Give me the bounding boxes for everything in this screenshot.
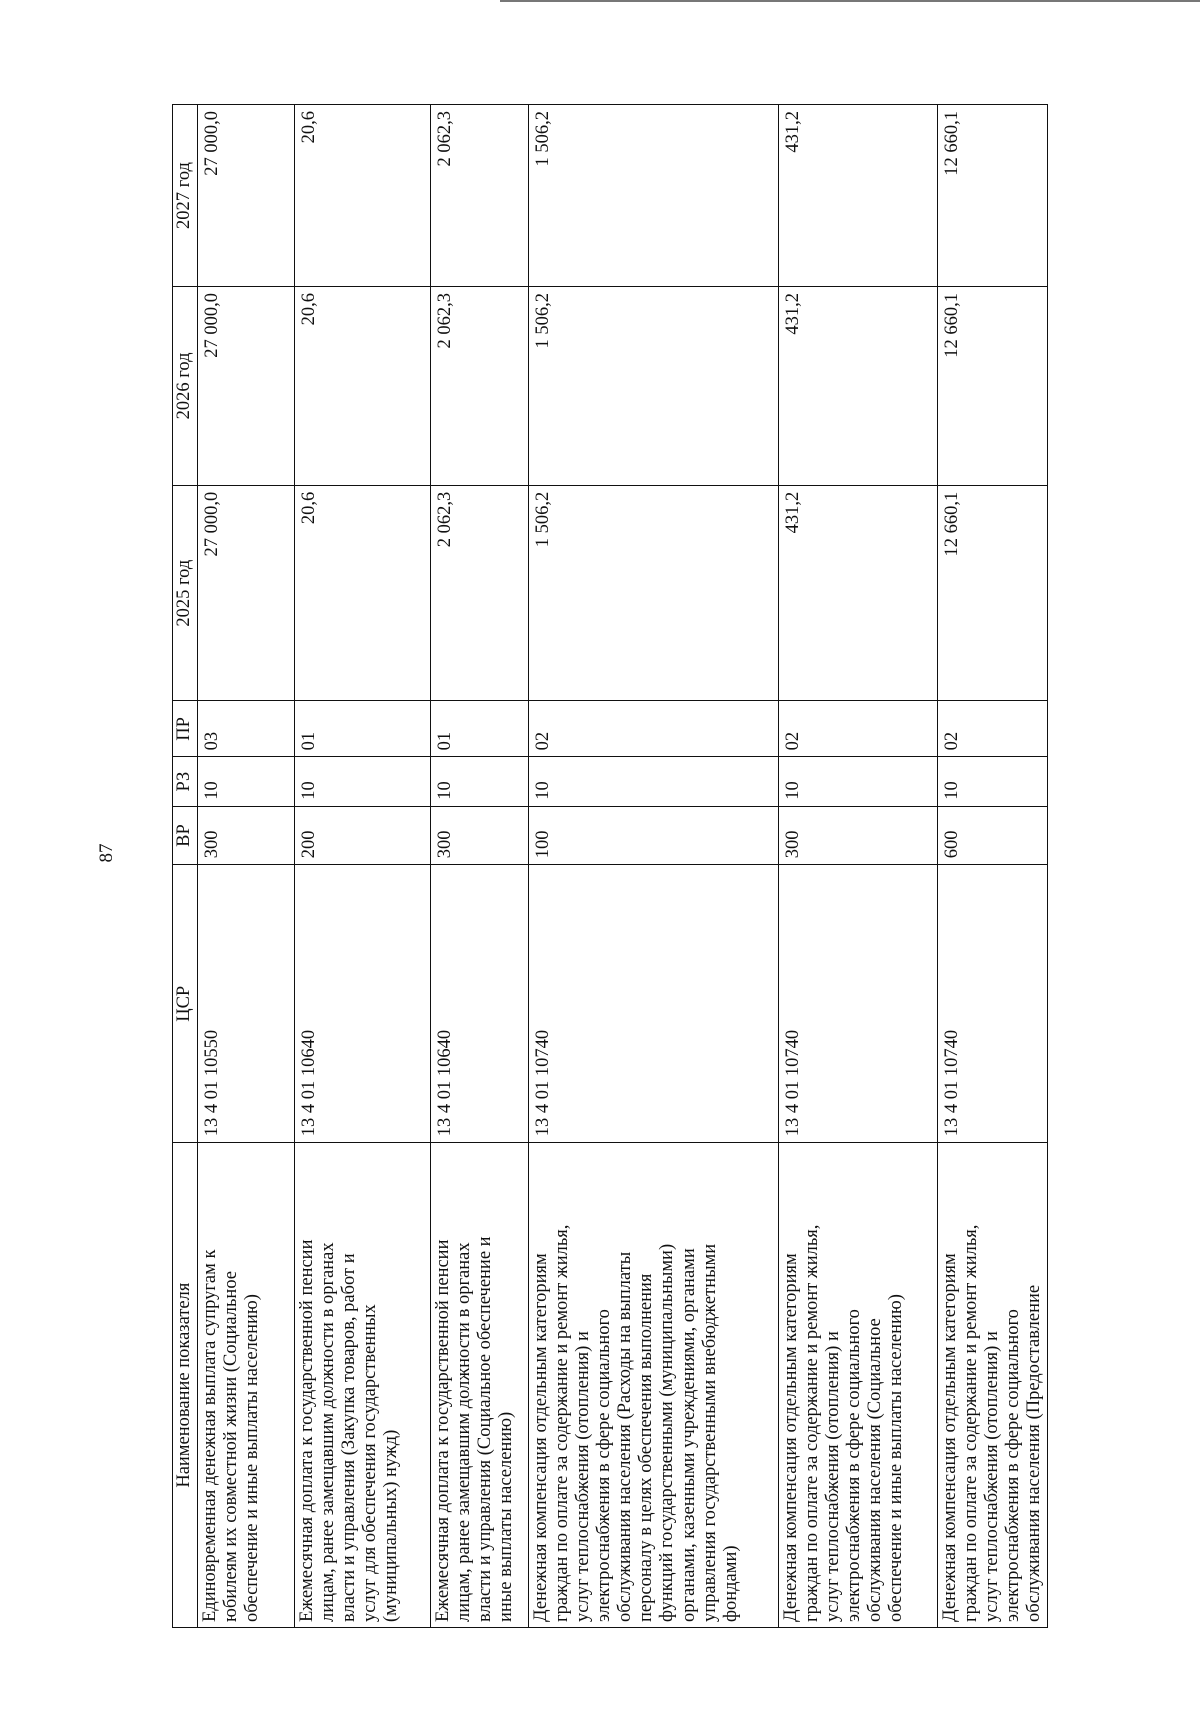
cell-rz: 10 [431, 757, 529, 806]
cell-2027: 1 506,2 [529, 105, 779, 287]
name-line: Ежемесячная доплата к государственной пенсии [433, 1239, 453, 1622]
cell-name [295, 1143, 431, 1628]
name-line: электроснабжения в сфере социального [844, 1309, 865, 1622]
cell-rz: 10 [779, 757, 938, 806]
table-header-row [173, 105, 198, 1628]
cell-2027: 431,2 [779, 105, 938, 287]
name-line: Денежная компенсация отдельным категориям [940, 1253, 960, 1622]
name-line: Денежная компенсация отдельным категориям [531, 1253, 551, 1622]
name-line: управления государственными внебюджетными [699, 1243, 720, 1622]
table-row [198, 105, 295, 1628]
rotated-table-sheet [172, 104, 1127, 1628]
name-line: услуг теплоснабжения (отопления) и [982, 1331, 1003, 1622]
name-line: персоналу в целях обеспечения выполнения [636, 1273, 657, 1622]
budget-table [172, 104, 1048, 1628]
name-line: электроснабжения в сфере социального [1003, 1309, 1024, 1622]
name-line: функций государственными (муниципальными) [657, 1243, 678, 1622]
table-row [295, 105, 431, 1628]
header-pr: ПР [173, 701, 198, 757]
page-number-text: 87 [96, 843, 117, 863]
name-line: электроснабжения в сфере социального [594, 1309, 615, 1622]
cell-2027: 27 000,0 [198, 105, 295, 287]
header-name: Наименование показателя [173, 1143, 198, 1628]
cell-name [938, 1143, 1048, 1628]
cell-2027: 20,6 [295, 105, 431, 287]
cell-rz: 10 [938, 757, 1048, 806]
cell-csr: 13 4 01 10740 [938, 865, 1048, 1143]
cell-2027: 2 062,3 [431, 105, 529, 287]
header-csr: ЦСР [173, 865, 198, 1143]
cell-csr: 13 4 01 10550 [198, 865, 295, 1143]
table-row [431, 105, 529, 1628]
cell-pr: 03 [198, 701, 295, 757]
name-line: услуг теплоснабжения (отопления) и [823, 1331, 844, 1622]
cell-rz: 10 [529, 757, 779, 806]
cell-name [431, 1143, 529, 1628]
cell-rz: 10 [295, 757, 431, 806]
cell-csr: 13 4 01 10640 [295, 865, 431, 1143]
name-line: обслуживания населения (Расходы на выплаты [615, 1251, 636, 1622]
cell-2027: 12 660,1 [938, 105, 1048, 287]
table-row [529, 105, 779, 1628]
cell-2025: 431,2 [779, 485, 938, 701]
cell-2026: 1 506,2 [529, 286, 779, 485]
name-line: фондами) [720, 1545, 741, 1622]
name-line: граждан по оплате за содержание и ремонт жилья, [961, 1224, 982, 1622]
table-row [779, 105, 938, 1628]
name-line: обеспечение и иные выплаты населению) [886, 1294, 907, 1622]
top-scan-line [500, 0, 1200, 2]
cell-name [198, 1143, 295, 1628]
cell-name [779, 1143, 938, 1628]
cell-csr: 13 4 01 10640 [431, 865, 529, 1143]
table-body [198, 105, 1048, 1628]
cell-pr: 01 [295, 701, 431, 757]
cell-2026: 12 660,1 [938, 286, 1048, 485]
cell-pr: 01 [431, 701, 529, 757]
header-rz: РЗ [173, 757, 198, 806]
name-line: Единовременная денежная выплата супругам к [200, 1249, 220, 1622]
name-line: граждан по оплате за содержание и ремонт жилья, [552, 1224, 573, 1622]
name-line: лицам, ранее замещавшим должности в органах [318, 1242, 339, 1622]
cell-2025: 27 000,0 [198, 485, 295, 701]
cell-2026: 27 000,0 [198, 286, 295, 485]
cell-2025: 12 660,1 [938, 485, 1048, 701]
name-line: власти и управления (Социальное обеспечение и [475, 1236, 496, 1622]
name-line: обеспечение и иные выплаты населению) [242, 1294, 263, 1622]
header-2026: 2026 год [173, 286, 198, 485]
name-line: юбилеям их совместной жизни (Социальное [221, 1270, 242, 1622]
name-line: власти и управления (Закупка товаров, работ и [339, 1253, 360, 1622]
cell-2026: 20,6 [295, 286, 431, 485]
cell-vr: 600 [938, 806, 1048, 864]
name-line: услуг для обеспечения государственных [360, 1304, 381, 1622]
header-2027: 2027 год [173, 105, 198, 287]
cell-pr: 02 [529, 701, 779, 757]
name-line: иные выплаты населению) [496, 1411, 517, 1622]
cell-vr: 300 [431, 806, 529, 864]
header-vr: ВР [173, 806, 198, 864]
name-line: граждан по оплате за содержание и ремонт жилья, [802, 1224, 823, 1622]
cell-pr: 02 [938, 701, 1048, 757]
table-row [938, 105, 1048, 1628]
cell-csr: 13 4 01 10740 [529, 865, 779, 1143]
name-line: органами, казенными учреждениями, органами [678, 1248, 699, 1622]
cell-pr: 02 [779, 701, 938, 757]
cell-vr: 300 [198, 806, 295, 864]
cell-rz: 10 [198, 757, 295, 806]
name-line: обслуживания населения (Предоставление [1024, 1284, 1045, 1622]
cell-vr: 200 [295, 806, 431, 864]
cell-name [529, 1143, 779, 1628]
name-line: лицам, ранее замещавшим должности в органах [454, 1242, 475, 1622]
name-line: Денежная компенсация отдельным категориям [781, 1253, 801, 1622]
cell-vr: 100 [529, 806, 779, 864]
cell-2025: 2 062,3 [431, 485, 529, 701]
cell-2025: 1 506,2 [529, 485, 779, 701]
name-line: (муниципальных) нужд) [381, 1429, 402, 1622]
cell-2026: 2 062,3 [431, 286, 529, 485]
cell-vr: 300 [779, 806, 938, 864]
cell-2026: 431,2 [779, 286, 938, 485]
name-line: обслуживания населения (Социальное [865, 1318, 886, 1622]
header-2025: 2025 год [173, 485, 198, 701]
name-line: Ежемесячная доплата к государственной пенсии [297, 1239, 317, 1622]
name-line: услуг теплоснабжения (отопления) и [573, 1331, 594, 1622]
cell-2025: 20,6 [295, 485, 431, 701]
cell-csr: 13 4 01 10740 [779, 865, 938, 1143]
